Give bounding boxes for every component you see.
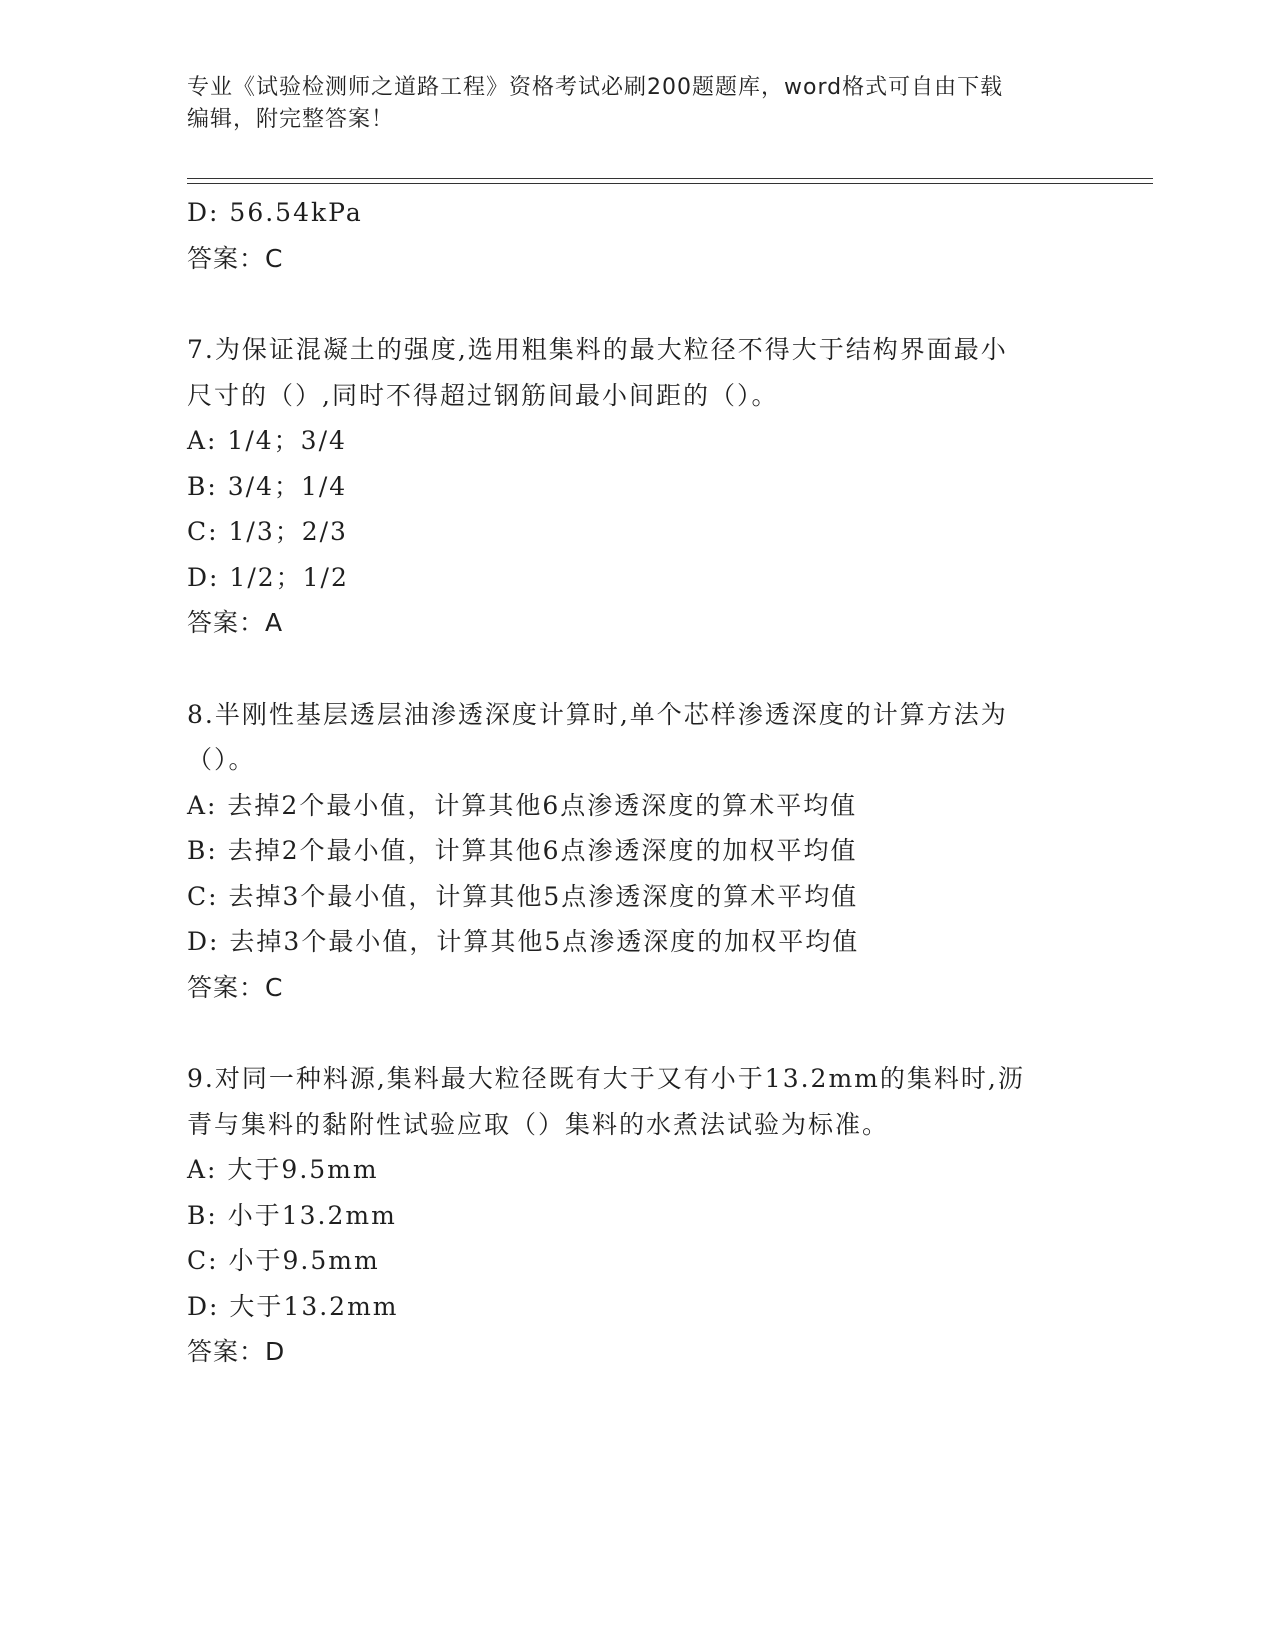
answer-line: 答案：D xyxy=(187,1337,286,1366)
answer-line: 答案：C xyxy=(187,243,284,273)
question-8 xyxy=(187,692,1087,1011)
answer-line: 答案：A xyxy=(187,608,284,637)
option-b: B: 3/4；1/4 xyxy=(187,471,348,501)
question-content xyxy=(187,190,1087,1375)
question-stem-line-2: （）。 xyxy=(187,745,256,774)
previous-question-tail xyxy=(187,190,1087,281)
option-c: C: 去掉3个最小值，计算其他5点渗透深度的算术平均值 xyxy=(187,881,859,911)
option-d: D: 56.54kPa xyxy=(187,198,363,227)
option-c: C: 1/3；2/3 xyxy=(187,517,348,546)
header-rule-bottom xyxy=(187,183,1153,184)
question-stem-line-2: 青与集料的黏附性试验应取（）集料的水煮法试验为标准。 xyxy=(187,1109,890,1139)
option-c: C: 小于9.5mm xyxy=(187,1246,380,1275)
option-d: D: 大于13.2mm xyxy=(187,1291,399,1321)
option-a: A: 去掉2个最小值，计算其他6点渗透深度的算术平均值 xyxy=(187,790,858,820)
option-b: B: 小于13.2mm xyxy=(187,1200,397,1230)
question-7 xyxy=(187,327,1087,646)
answer-line: 答案：C xyxy=(187,972,284,1002)
header-title-line-2: 编辑，附完整答案！ xyxy=(187,107,395,132)
spacer xyxy=(187,281,1087,327)
page-header xyxy=(187,72,1067,136)
option-a: A: 大于9.5mm xyxy=(187,1155,379,1184)
question-stem-line-1: 8.半刚性基层透层油渗透深度计算时,单个芯样渗透深度的计算方法为 xyxy=(187,699,1008,729)
question-stem-line-1: 7.为保证混凝土的强度,选用粗集料的最大粒径不得大于结构界面最小 xyxy=(187,335,1008,364)
question-stem-line-1: 9.对同一种料源,集料最大粒径既有大于又有小于13.2mm的集料时,沥 xyxy=(187,1064,1025,1093)
spacer xyxy=(187,1010,1087,1056)
header-rule-top xyxy=(187,178,1153,179)
option-d: D: 1/2；1/2 xyxy=(187,562,349,592)
spacer xyxy=(187,646,1087,692)
question-9 xyxy=(187,1056,1087,1375)
option-a: A: 1/4；3/4 xyxy=(187,426,347,455)
header-title-line-1: 专业《试验检测师之道路工程》资格考试必刷200题题库，word格式可自由下载 xyxy=(187,75,1004,100)
option-d: D: 去掉3个最小值，计算其他5点渗透深度的加权平均值 xyxy=(187,927,860,956)
question-stem-line-2: 尺寸的（）,同时不得超过钢筋间最小间距的（）。 xyxy=(187,380,779,410)
option-b: B: 去掉2个最小值，计算其他6点渗透深度的加权平均值 xyxy=(187,836,858,865)
